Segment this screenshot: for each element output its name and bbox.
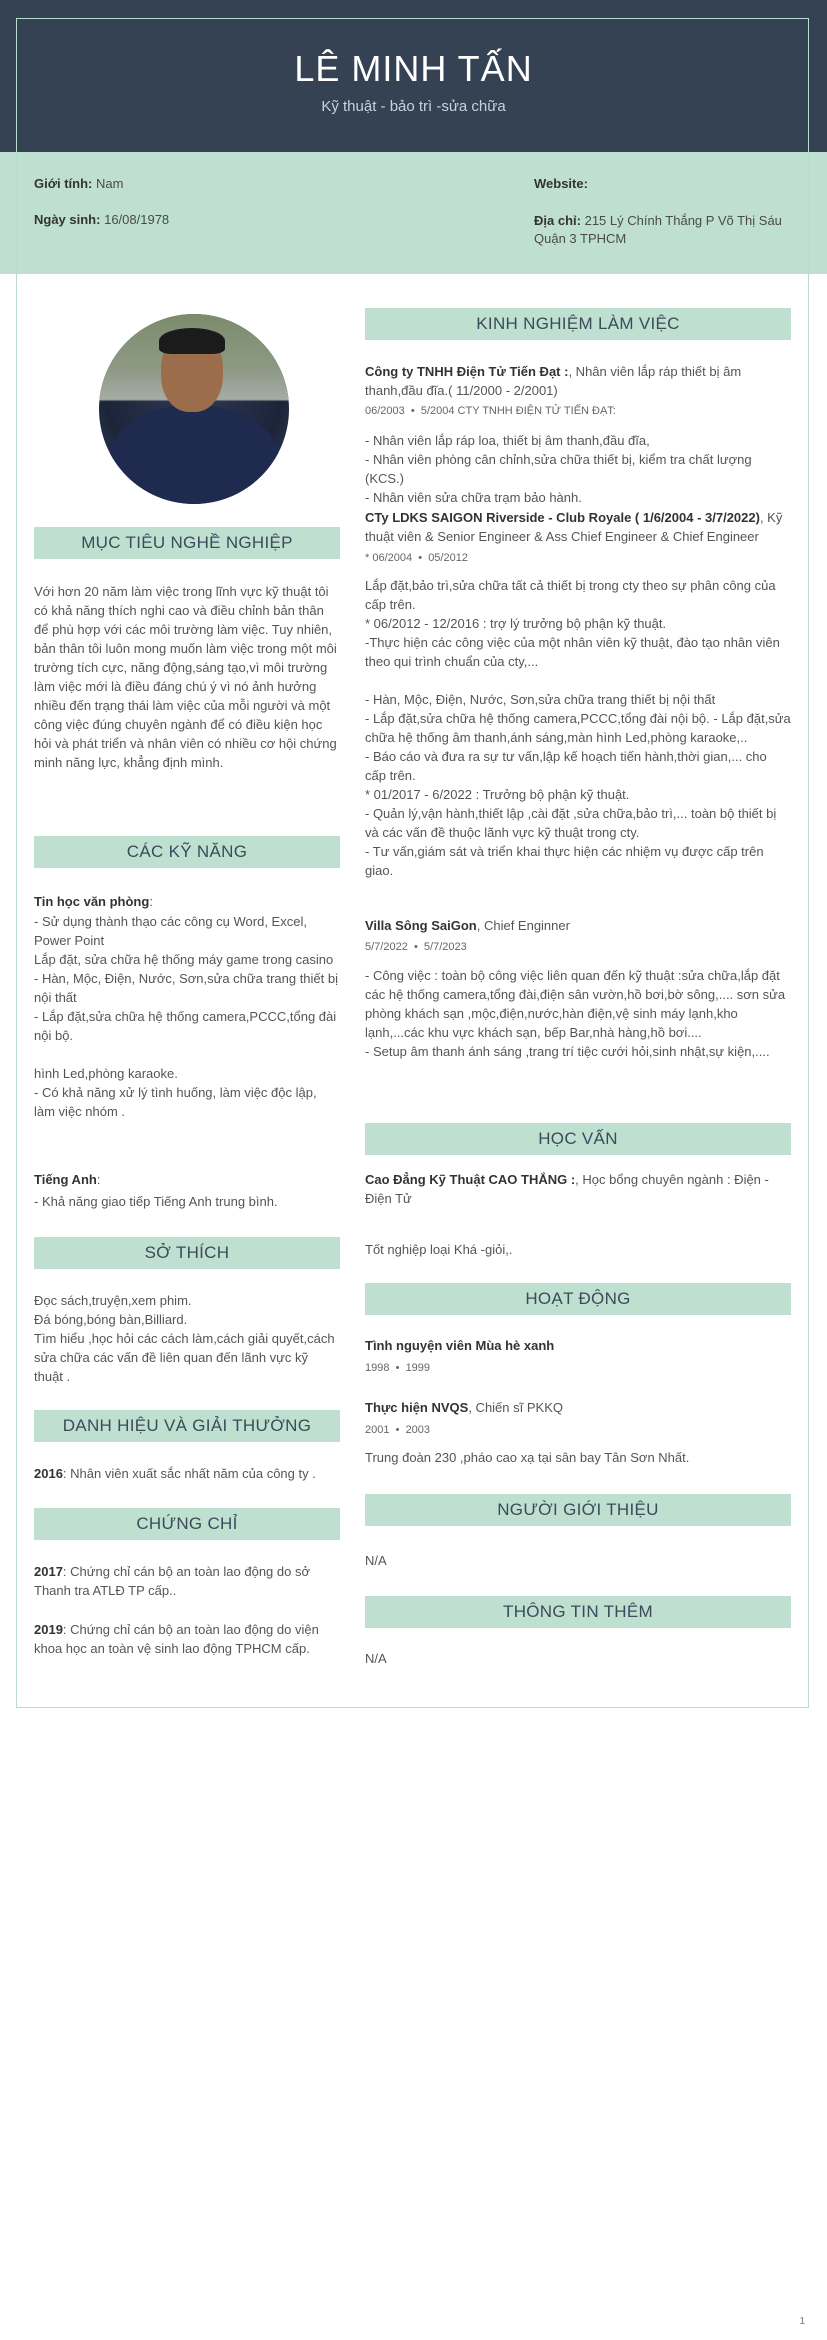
activities-heading: HOẠT ĐỘNG xyxy=(365,1283,791,1315)
certificate-text: : Chứng chỉ cán bộ an toàn lao động do viện khoa học an toàn vệ sinh lao động TPHCM cấp. xyxy=(34,1622,319,1656)
activity-start: 2001 xyxy=(365,1424,390,1436)
skills-heading: CÁC KỸ NĂNG xyxy=(34,836,340,868)
website-label: Website: xyxy=(534,176,588,191)
job-dates: * 06/2004 • 05/2012 xyxy=(365,552,468,564)
it-skill-title: Tin học văn phòng xyxy=(34,894,150,909)
dob-value: 16/08/1978 xyxy=(104,212,170,227)
activity-title xyxy=(365,1398,791,1417)
certificate-item xyxy=(34,1562,340,1600)
activity-end: 1999 xyxy=(405,1362,431,1374)
job-role: , Kỹ thuật viên & Senior Engineer & Ass Chief Engineer & Chief Engineer xyxy=(365,510,783,544)
activity-dates: 2001 • 2003 xyxy=(365,1424,431,1436)
activity-title xyxy=(365,1336,791,1355)
job-title-row xyxy=(365,916,791,935)
references-heading: NGƯỜI GIỚI THIỆU xyxy=(365,1494,791,1526)
activity-description: Trung đoàn 230 ,pháo cao xạ tại sân bay Tân Sơn Nhất. xyxy=(365,1450,690,1465)
activity-start: 1998 xyxy=(365,1362,390,1374)
candidate-name: LÊ MINH TẤN xyxy=(294,48,533,89)
job-company: CTy LDKS SAIGON Riverside - Club Royale ( 1/6/2004 - 3/7/2022) xyxy=(365,510,760,525)
address-value: 215 Lý Chính Thắng P Võ Thị Sáu Quận 3 TPHCM xyxy=(534,213,782,246)
job-title-row xyxy=(365,362,791,400)
hobbies-text: Đọc sách,truyện,xem phim. Đá bóng,bóng bàn,Billiard. Tìm hiểu ,học hỏi các cách làm,cách giải quyết,cách sửa chữa các vấn đề liên quan đến lãnh vực kỹ thuật . xyxy=(34,1293,335,1384)
school-major: , Học bổng chuyên ngành : Điện - Điện Tử xyxy=(365,1172,769,1206)
profile-photo xyxy=(99,314,289,504)
job-end: 5/7/2023 xyxy=(423,941,467,953)
job-start: 06/2003 xyxy=(365,405,405,417)
dob-label: Ngày sinh: xyxy=(34,212,101,227)
certificate-year: 2017 xyxy=(34,1564,63,1579)
job-description: Lắp đặt,bảo trì,sửa chữa tất cả thiết bị trong cty theo sự phân công của cấp trên. * 06/2012 - 12/2016 : trợ lý trưởng bộ phận kỹ thuật. -Thực hiện các công việc của một nhân viên kỹ thuật, đào tạo nhân viên theo qui trình chuẩn của cty,... - Hàn, Mộc, Điện, Nước, Sơn,sửa chữa trang thiết bị nội thất - Lắp đặt,sửa chữa hệ thống camera,PCCC,tổng đài nội bộ. - Lắp đặt,sửa chữa hệ thống âm thanh,ánh sáng,màn hình Led,phòng karaoke,.. - Báo cáo và đưa ra sự tư vấn,lập kế hoạch tiến hành,thời gian,... cho cấp trên. * 01/2017 - 6/2022 : Trưởng bộ phận kỹ thuật. - Quản lý,vận hành,thiết lập ,cài đặt ,sửa chữa,bảo trì,... toàn bộ thiết bị và các vấn đề thuộc lãnh vực kỹ thuật trong cty. - Tư vấn,giám sát và triển khai thực hiện các nhiệm vụ được cấp trên giao. xyxy=(365,578,791,878)
it-skill-text: - Sử dụng thành thạo các công cụ Word, Excel, Power Point Lắp đặt, sửa chữa hệ thống máy game trong casino - Hàn, Mộc, Điện, Nước, Sơn,sửa chữa trang thiết bị nội thất - Lắp đặt,sửa chữa hệ thống camera,PCCC,tổng đài nội bộ. hình Led,phòng karaoke. - Có khả năng xử lý tình huống, làm việc độc lập, làm việc nhóm . xyxy=(34,914,338,1119)
references-text: N/A xyxy=(365,1553,387,1568)
job-start: * 06/2004 xyxy=(365,552,413,564)
school-name: Cao Đẳng Kỹ Thuật CAO THẮNG : xyxy=(365,1172,576,1187)
job-company: Công ty TNHH Điện Tử Tiến Đạt : xyxy=(365,364,569,379)
job-start: 5/7/2022 xyxy=(365,941,408,953)
job-description: - Công việc : toàn bộ công việc liên quan đến kỹ thuật :sửa chữa,lắp đặt các hệ thống camera,tổng đài,điện sân vườn,hồ bơi,bờ sông,.... sơn sửa phòng khách sạn ,mộc,điện,nước,hàn điện,vệ sinh máy lạnh,kho lạnh,...các khu vực khách sạn, bếp Bar,nhà hàng,hồ bơi.... - Setup âm thanh ánh sáng ,trang trí tiệc cưới hỏi,sinh nhật,sự kiện,.... xyxy=(365,968,786,1059)
candidate-title: Kỹ thuật - bảo trì -sửa chữa xyxy=(321,98,506,115)
experience-heading: KINH NGHIỆM LÀM VIỆC xyxy=(365,308,791,340)
objective-text: Với hơn 20 năm làm việc trong lĩnh vực kỹ thuật tôi có khả năng thích nghi cao và điều chỉnh bản thân để phù hợp với các môi trường làm việc. Tuy nhiên, bản thân tôi luôn mong muốn làm việc trong một môi trường tích cực, năng động,sáng tạo,vì môi trường làm việc mới là điều đáng chú ý vì nó ảnh hưởng nhiều đến trạng thái làm việc của mỗi người và một công việc đúng chuyên ngành để có điều kiện học hỏi và phát triển và nhân viên có nhiều cơ hội chứng minh năng lực, khẳng định mình. xyxy=(34,584,337,770)
activity-role: , Chiến sĩ PKKQ xyxy=(468,1400,563,1415)
education-heading: HỌC VẤN xyxy=(365,1123,791,1155)
job-end: 05/2012 xyxy=(428,552,468,564)
page-number: 1 xyxy=(799,2316,805,2327)
objective-heading: MỤC TIÊU NGHỀ NGHIỆP xyxy=(34,527,340,559)
english-skill-text: - Khả năng giao tiếp Tiếng Anh trung bình. xyxy=(34,1194,278,1209)
job-role: , Chief Enginner xyxy=(476,918,570,933)
activity-dates: 1998 • 1999 xyxy=(365,1362,431,1374)
certificate-text: : Chứng chỉ cán bộ an toàn lao động do sở Thanh tra ATLĐ TP cấp.. xyxy=(34,1564,310,1598)
job-title-row xyxy=(365,508,791,546)
address-label: Địa chỉ: xyxy=(534,213,581,228)
job-description: - Nhân viên lắp ráp loa, thiết bị âm thanh,đầu đĩa, - Nhân viên phòng cân chỉnh,sửa chữa thiết bị, kiểm tra chất lượng (KCS.) - Nhân viên sửa chữa trạm bảo hành. xyxy=(365,433,752,505)
gender-label: Giới tính: xyxy=(34,176,93,191)
education-note: Tốt nghiệp loại Khá -giỏi,. xyxy=(365,1242,513,1257)
job-end: 5/2004 CTY TNHH ĐIỆN TỬ TIẾN ĐẠT: xyxy=(420,405,616,417)
hobbies-heading: SỞ THÍCH xyxy=(34,1237,340,1269)
award-text: : Nhân viên xuất sắc nhất năm của công ty . xyxy=(62,1466,316,1481)
it-skill-title-row: Tin học văn phòng: xyxy=(34,894,153,909)
activity-name: Tình nguyện viên Mùa hè xanh xyxy=(365,1338,555,1353)
education-item xyxy=(365,1170,791,1208)
awards-heading: DANH HIỆU VÀ GIẢI THƯỞNG xyxy=(34,1410,340,1442)
certificate-item xyxy=(34,1620,340,1658)
award-year: 2016 xyxy=(34,1466,63,1481)
activity-name: Thực hiện NVQS xyxy=(365,1400,469,1415)
award-item xyxy=(34,1464,340,1483)
job-dates: 5/7/2022 • 5/7/2023 xyxy=(365,941,467,953)
certificates-heading: CHỨNG CHỈ xyxy=(34,1508,340,1540)
english-skill-title: Tiếng Anh xyxy=(34,1172,97,1187)
job-company: Villa Sông SaiGon xyxy=(365,918,477,933)
job-role: , Nhân viên lắp ráp thiết bị âm thanh,đầu đĩa.( 11/2000 - 2/2001) xyxy=(365,364,742,398)
english-skill-title-row: Tiếng Anh: xyxy=(34,1172,101,1187)
activity-end: 2003 xyxy=(405,1424,431,1436)
more-info-text: N/A xyxy=(365,1651,387,1666)
gender-value: Nam xyxy=(95,176,124,191)
certificate-year: 2019 xyxy=(34,1622,63,1637)
job-dates: 06/2003 • 5/2004 CTY TNHH ĐIỆN TỬ TIẾN ĐẠT: xyxy=(365,405,616,417)
more-info-heading: THÔNG TIN THÊM xyxy=(365,1596,791,1628)
